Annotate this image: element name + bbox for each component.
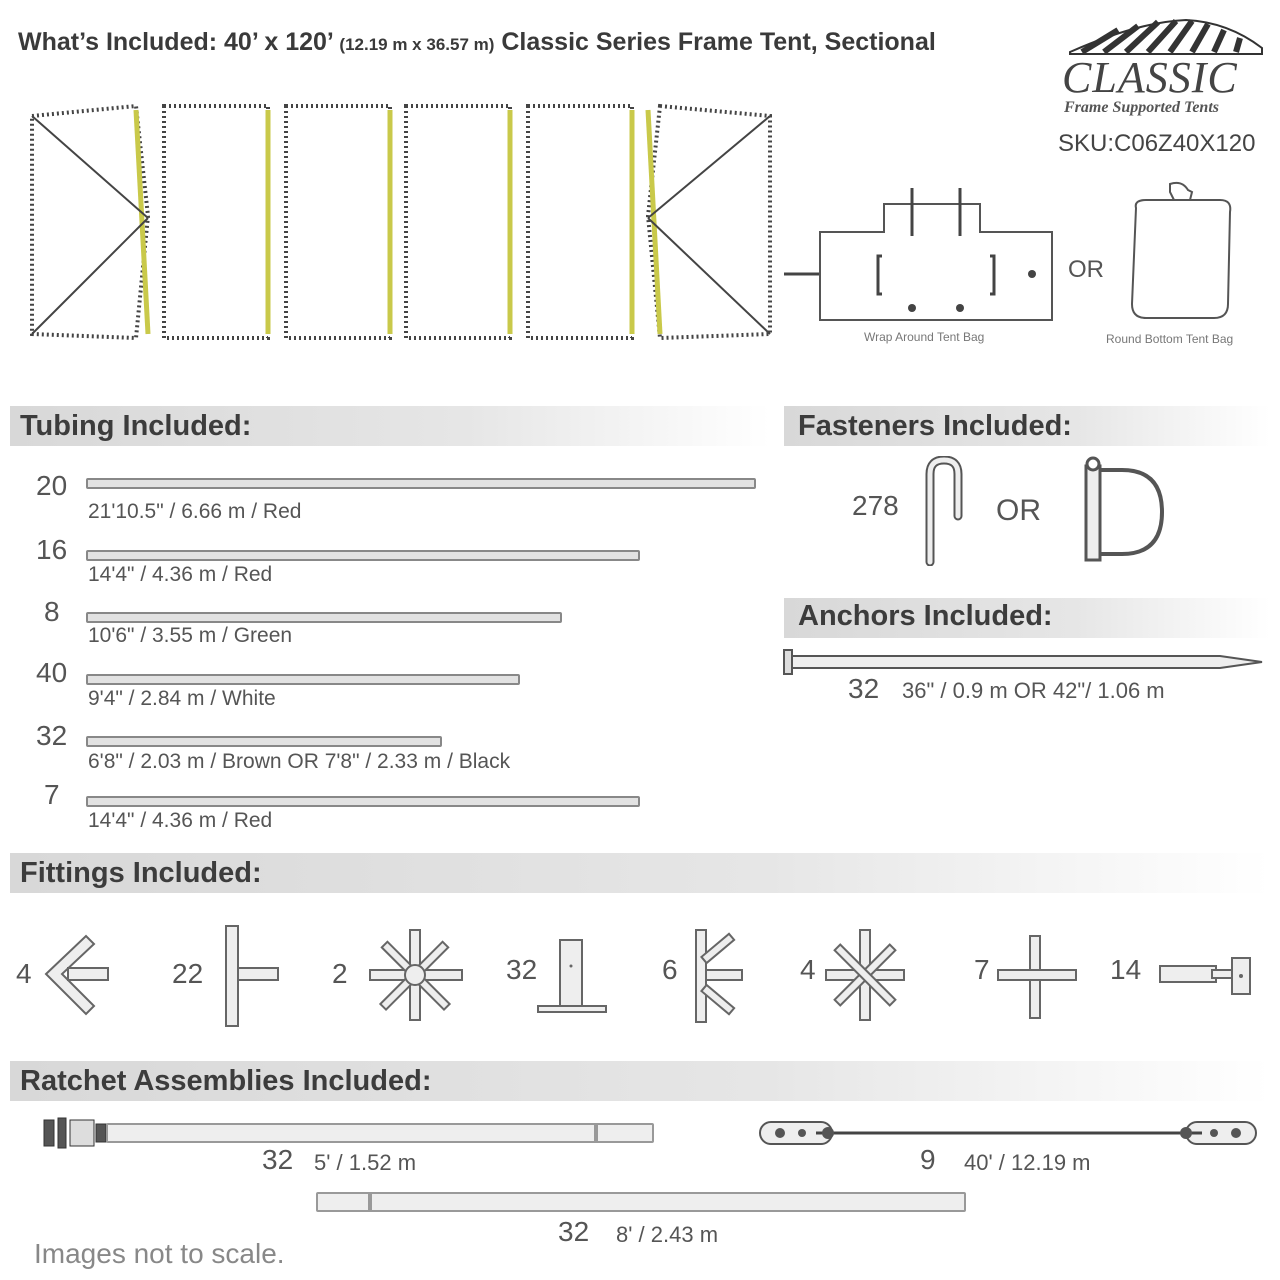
anchors-label: 36" / 0.9 m OR 42"/ 1.06 m [902,678,1165,703]
bag1-label: Wrap Around Tent Bag [864,330,985,344]
ratchet-label: 8' / 2.43 m [616,1222,719,1247]
brand-logo-text: CLASSIC [1062,53,1238,102]
fitting-qty: 14 [1110,954,1142,985]
cross-fitting-icon [994,932,1080,1022]
bag-or-label: OR [1068,256,1104,283]
tube-label: 14'4" / 4.36 m / Red [88,563,273,586]
tubing-heading: Tubing Included: [20,410,252,442]
ratchets-heading: Ratchet Assemblies Included: [20,1065,432,1097]
strap-seam [594,1125,598,1141]
fasteners-or-label: OR [996,494,1041,527]
ratchet-qty: 32 [262,1144,294,1175]
anchors-qty: 32 [848,673,880,704]
tubing-qty: 7 [44,779,60,810]
tube-label: 21'10.5" / 6.66 m / Red [88,500,302,523]
tube-bar [86,612,562,623]
tube-bar [86,736,442,747]
wrap-around-tent-bag-icon [782,182,1062,332]
fitting-qty: 6 [662,954,678,985]
ratchet-strap-5ft [106,1123,654,1143]
end-hub-fitting-icon [822,926,908,1026]
tubing-qty: 20 [36,470,68,501]
fasteners-qty: 278 [852,490,899,521]
tent-mid-section-3 [406,106,510,338]
tube-bar [86,796,640,807]
ratchet-strap-8ft [316,1192,966,1212]
pulley-bracket-icon [1156,952,1256,998]
tubing-qty: 32 [36,720,68,751]
bag2-label: Round Bottom Tent Bag [1106,332,1234,346]
fasteners-heading: Fasteners Included: [798,410,1072,442]
footer-note: Images not to scale. [34,1238,285,1269]
fitting-qty: 7 [974,954,990,985]
fittings-heading: Fittings Included: [20,857,262,889]
tent-mid-section-1 [164,106,268,338]
tube-bar [86,674,520,685]
tent-roof-logo-icon [1068,16,1264,56]
brand-tagline: Frame Supported Tents [1064,99,1219,116]
fitting-qty: 4 [16,958,32,989]
strap-seam [368,1194,372,1210]
ratchet-label: 5' / 1.52 m [314,1150,417,1175]
tent-end-section-right [648,106,770,338]
ratchet-label: 40' / 12.19 m [964,1150,1091,1175]
tube-bar [86,550,640,561]
tube-label: 9'4" / 2.84 m / White [88,687,276,710]
title-metric: (12.19 m x 36.57 m) [339,35,495,54]
sku-label: SKU:C06Z40X120 [1058,130,1256,157]
tent-mid-section-2 [286,106,390,338]
fitting-qty: 32 [506,954,538,985]
page-title [18,28,936,57]
corner-fitting-icon [40,930,112,1020]
title-product: Classic Series Frame Tent, Sectional [494,28,936,56]
fitting-qty: 4 [800,954,816,985]
center-hub-fitting-icon [366,926,466,1026]
round-bottom-tent-bag-icon [1124,178,1240,328]
tube-bar [86,478,756,489]
d-clip-icon [1076,456,1172,566]
stake-pin-icon [920,456,970,566]
title-main: What’s Included: 40’ x 120’ [18,28,340,56]
ratchet-qty: 9 [920,1144,936,1175]
anchors-heading: Anchors Included: [798,600,1053,632]
side-tee-fitting-icon [222,922,284,1030]
tent-mid-section-4 [528,106,632,338]
ratchet-buckle-icon [40,1116,110,1150]
tube-label: 10'6" / 3.55 m / Green [88,624,293,647]
ratchet-qty: 32 [558,1216,590,1247]
ratchet-cable-icon [756,1118,1260,1148]
fitting-qty: 22 [172,958,204,989]
tube-label: 14'4" / 4.36 m / Red [88,809,273,832]
tubing-qty: 40 [36,657,68,688]
tent-sections-diagram [24,98,784,348]
half-hub-fitting-icon [690,926,746,1026]
fitting-qty: 2 [332,958,348,989]
tubing-qty: 8 [44,596,60,627]
tube-label: 6'8" / 2.03 m / Brown OR 7'8" / 2.33 m / Black [88,750,511,773]
foot-plate-icon [534,936,608,1016]
tent-end-section-left [32,106,148,338]
tubing-qty: 16 [36,534,68,565]
